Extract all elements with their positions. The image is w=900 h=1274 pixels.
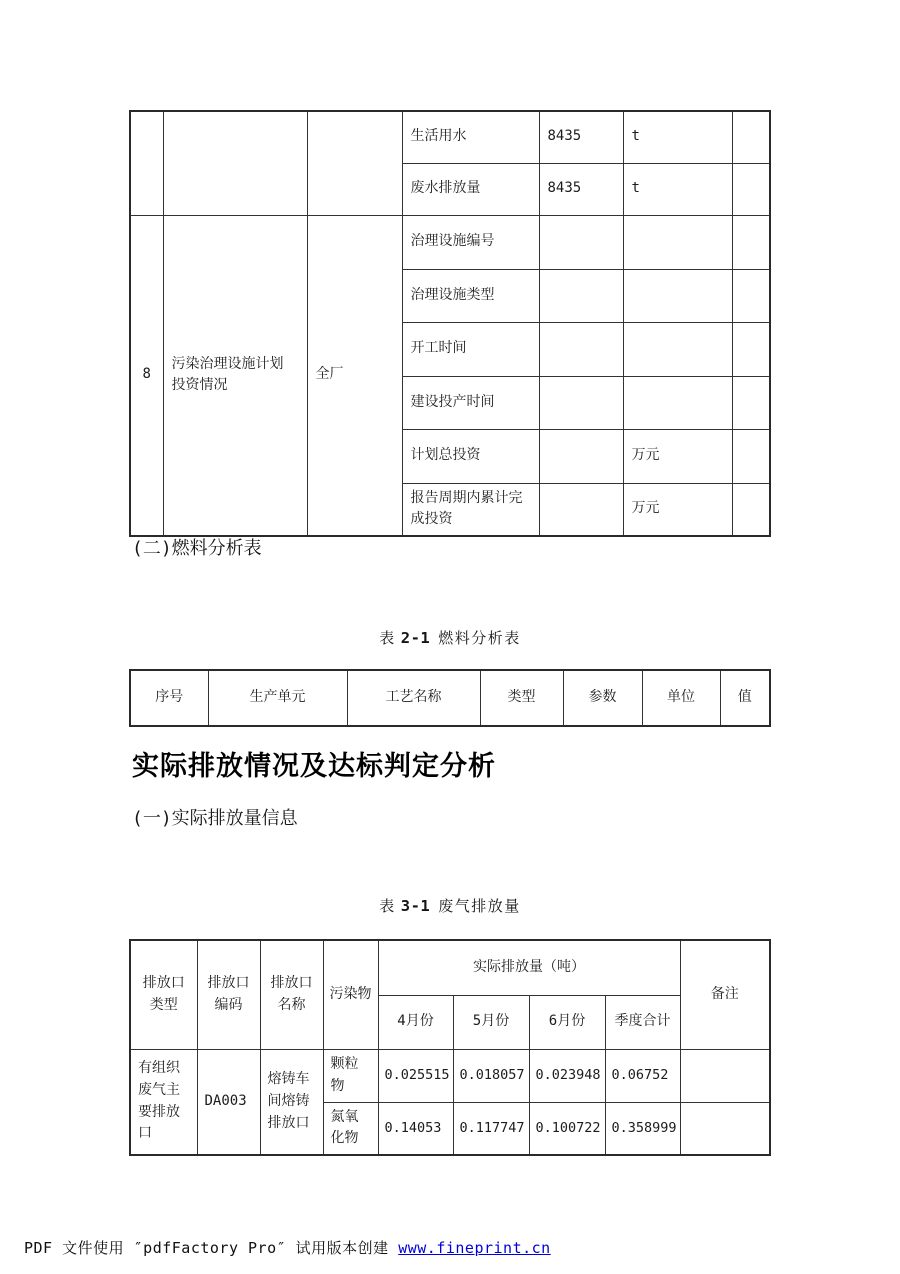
- table-cell-value: [539, 376, 623, 429]
- table-cell-category-empty: [163, 111, 307, 215]
- table-cell-value: 8435: [539, 111, 623, 163]
- table-cell-unit: [623, 269, 732, 322]
- fuel-analysis-table: [129, 669, 771, 727]
- table-cell-item: 治理设施编号: [402, 215, 539, 269]
- emission-cell-june: 0.023948: [529, 1049, 605, 1102]
- caption-title: 废气排放量: [438, 897, 521, 915]
- emission-header-actual-amount: 实际排放量（吨）: [378, 940, 680, 995]
- table-cell-scope: 全厂: [307, 215, 402, 536]
- table-cell-unit: t: [623, 111, 732, 163]
- caption-prefix: 表: [379, 629, 395, 647]
- pdffactory-footer: [24, 1237, 551, 1258]
- table-cell-value: [539, 429, 623, 483]
- emission-header-april: 4月份: [378, 995, 453, 1049]
- emission-header-remark: 备注: [680, 940, 770, 1049]
- fineprint-link[interactable]: www.fineprint.cn: [398, 1239, 551, 1257]
- chapter-heading: 实际排放情况及达标判定分析: [132, 751, 496, 782]
- table-cell-unit: [623, 376, 732, 429]
- table-cell-item: 报告周期内累计完成投资: [402, 483, 539, 536]
- table-cell-item: 开工时间: [402, 322, 539, 376]
- caption-title: 燃料分析表: [438, 629, 521, 647]
- fuel-header-seq: 序号: [130, 670, 208, 726]
- emission-header-pollutant: 污染物: [323, 940, 378, 1049]
- table-2-1-caption: [130, 627, 770, 648]
- table-cell-item: 计划总投资: [402, 429, 539, 483]
- table-cell-item: 生活用水: [402, 111, 539, 163]
- emission-cell-may: 0.117747: [453, 1102, 529, 1155]
- emission-header-outlet-name: 排放口名称: [260, 940, 323, 1049]
- table-cell-unit: [623, 322, 732, 376]
- table-cell-value: [539, 322, 623, 376]
- table-cell-scope-empty: [307, 111, 402, 215]
- emission-header-outlet-code: 排放口编码: [197, 940, 260, 1049]
- emission-cell-may: 0.018057: [453, 1049, 529, 1102]
- fuel-header-param: 参数: [563, 670, 642, 726]
- table-cell-seq: 8: [130, 215, 163, 536]
- emission-cell-remark: [680, 1102, 770, 1155]
- table-cell-item: 建设投产时间: [402, 376, 539, 429]
- fuel-header-process: 工艺名称: [347, 670, 480, 726]
- table-cell-remark: [732, 376, 770, 429]
- table-cell-unit: 万元: [623, 483, 732, 536]
- emission-cell-pollutant: 氮氧化物: [323, 1102, 378, 1155]
- emission-header-outlet-type: 排放口类型: [130, 940, 197, 1049]
- emission-header-quarter: 季度合计: [605, 995, 680, 1049]
- table-cell-value: [539, 483, 623, 536]
- table-cell-value: [539, 269, 623, 322]
- table-cell-seq-empty: [130, 111, 163, 215]
- emission-header-may: 5月份: [453, 995, 529, 1049]
- emission-cell-outlet-name: 熔铸车间熔铸排放口: [260, 1049, 323, 1155]
- facility-investment-table: [129, 110, 771, 537]
- fuel-header-measure: 单位: [642, 670, 720, 726]
- table-cell-category: 污染治理设施计划投资情况: [163, 215, 307, 536]
- caption-number: 2-1: [400, 629, 431, 647]
- emission-cell-quarter: 0.358999: [605, 1102, 680, 1155]
- table-cell-unit: t: [623, 163, 732, 215]
- table-cell-value: 8435: [539, 163, 623, 215]
- fuel-header-value: 值: [720, 670, 770, 726]
- table-cell-remark: [732, 483, 770, 536]
- table-cell-item: 废水排放量: [402, 163, 539, 215]
- table-cell-unit: 万元: [623, 429, 732, 483]
- emission-cell-pollutant: 颗粒物: [323, 1049, 378, 1102]
- caption-number: 3-1: [400, 897, 431, 915]
- table-cell-unit: [623, 215, 732, 269]
- table-cell-item: 治理设施类型: [402, 269, 539, 322]
- section-heading-fuel: (二)燃料分析表: [132, 538, 262, 559]
- table-3-1-caption: [130, 895, 770, 916]
- emission-cell-quarter: 0.06752: [605, 1049, 680, 1102]
- emission-cell-april: 0.14053: [378, 1102, 453, 1155]
- emission-cell-remark: [680, 1049, 770, 1102]
- fuel-header-type: 类型: [480, 670, 563, 726]
- table-cell-value: [539, 215, 623, 269]
- caption-prefix: 表: [379, 897, 395, 915]
- emission-header-june: 6月份: [529, 995, 605, 1049]
- emission-cell-june: 0.100722: [529, 1102, 605, 1155]
- section-heading-emission: (一)实际排放量信息: [132, 808, 298, 829]
- fuel-header-unit: 生产单元: [208, 670, 347, 726]
- table-cell-remark: [732, 269, 770, 322]
- table-cell-remark: [732, 322, 770, 376]
- gas-emission-table: [129, 939, 771, 1156]
- table-cell-remark: [732, 163, 770, 215]
- emission-cell-outlet-type: 有组织废气主要排放口: [130, 1049, 197, 1155]
- emission-cell-april: 0.025515: [378, 1049, 453, 1102]
- table-cell-remark: [732, 215, 770, 269]
- footer-text: PDF 文件使用 ″pdfFactory Pro″ 试用版本创建: [24, 1239, 399, 1257]
- table-cell-remark: [732, 111, 770, 163]
- table-cell-remark: [732, 429, 770, 483]
- emission-cell-outlet-code: DA003: [197, 1049, 260, 1155]
